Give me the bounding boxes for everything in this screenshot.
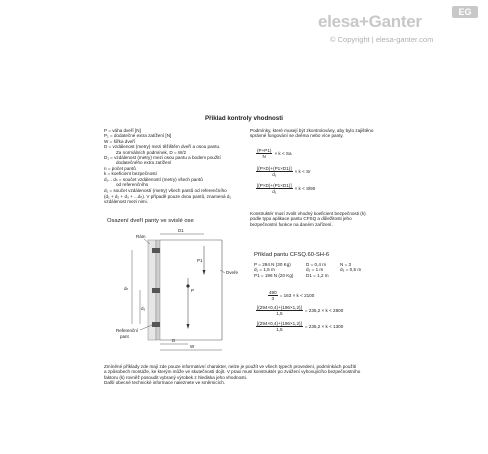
hinge-middle [152,288,160,293]
formula-den: d₁ [272,172,277,177]
formula-den: d₁ [272,189,277,194]
def-line: W = šířka dveří [104,138,136,144]
calc-den: 3 [271,296,275,301]
calc-num: 490 [269,290,277,295]
formula-num: [(P×D)+(P1×D1)] [257,183,292,188]
param-cell: d₃ = 0,5 m [340,267,362,273]
calc-num: [(294×0,4)+(196×1,2)] [257,321,302,326]
hinge-diagram [104,226,244,354]
calc-fraction [256,321,303,332]
param-cell: d₁ = 1,5 m [254,267,275,273]
brand-badge: EG [452,6,478,18]
calc-sl90 [256,321,343,332]
intro-line: Podmínky, které musejí být zkontrolovány, aby bylo zajištěno [250,128,374,133]
formula-tail: × k < Sr [294,169,311,174]
d2-label: d₂ [141,306,146,311]
calc-tail: = 235,2 × k < 2800 [304,308,344,313]
dvere-leader [220,270,225,273]
calc-den: 1,5 [276,327,283,332]
def-line: Za normálních podmínek, D = W/2 [116,149,187,155]
def-line: P = váha dveří [N] [104,128,141,133]
def-line: vzdálenost mezi nimi. [104,199,148,205]
def-line: d₁... dₙ = součet vzdáleností (metry) všech pantů [104,176,203,182]
formula-fraction [256,166,293,177]
footer-line: Další obecné technické informace naleznete ve směrnicích. [104,380,226,386]
ref-label-2: pant [120,334,129,339]
def-line: (d₁ + d₂ + d₃ + ...dₙ). V případě pouze dvou pantů, znamená d₁ [104,193,231,199]
p-arrowhead [187,324,190,329]
formula-tail: × k < Sl90 [294,186,316,191]
copyright-text: © Copyright | elesa-ganter.com [330,35,434,44]
def-line: P₁ = dodatečné extra zatížení [N] [104,133,172,139]
formula-den: N [262,154,266,159]
param-cell: D1 = 1,2 m [306,272,329,278]
hinge-reference [152,322,160,327]
conditions-intro [250,128,373,139]
intro-line: správné fungování se dvěma nebo více panty. [250,133,344,139]
dvere-label: Dveře [226,270,239,275]
formula-num: (P+P1) [257,148,272,153]
diagram-title: Osazení dveří panty ve svislé ose [107,218,194,224]
ref-label-1: Referenční [116,328,139,333]
calc-sa [268,290,314,301]
centre-of-gravity [186,284,189,287]
example-params [254,262,361,278]
calc-tail: = 235,2 × k < 1300 [304,324,344,329]
formula-sr [256,166,311,177]
footer-line: faktoru (k) rovněž posoudit vybraný výrobek z hlediska jeho vhodnosti. [104,374,247,380]
example-row [254,273,361,278]
formula-tail: × k < Sa [274,151,292,156]
formula-sl90 [256,183,315,194]
formula-sa [256,148,292,159]
d1-label: D1 [178,228,184,233]
construct-line: Konstruktér musí zvolit vhodný koeficient bezpečnosti (k) [250,211,366,216]
construct-line: podle typu aplikace pantu CFSQ a důležitosti jeho [250,216,352,222]
def-line: n = počet pantů [104,165,136,171]
param-cell: D = 0,4 m [306,262,327,267]
calc-fraction [268,290,278,301]
def-line: D = vzdálenost (metry) mezi těžištěm dveří a osou pantu. [104,144,221,150]
def-line: dodatečného extra zatížení [116,160,172,166]
d-label: D [172,338,176,343]
calc-tail: = 163 × k < 2100 [279,293,315,298]
dn-label: dₙ [124,286,129,291]
footer-line: Zmíněné příklady zde mají zde pouze informativní charakter, nelze je použít ve všech typech provedení, podmínkách použití [104,364,357,369]
definitions-list [104,128,231,205]
param-cell: d₂ = 1 m [306,267,324,273]
hinge-top [152,248,160,253]
p1-label: P1 [197,258,203,263]
p1-arrowhead [203,270,206,275]
calc-sr [256,305,343,316]
brand-logo: elesa+Ganter [318,12,422,31]
param-cell: N = 3 [340,262,352,267]
def-line: D₁ = vzdálenost (metry) mezi osou pantu a bodem použití [104,155,221,161]
footer-note [104,364,360,386]
def-line: od referenčního [116,182,149,188]
formula-num: [(P×D)+(P1×D1)] [257,166,292,171]
calc-num: [(294×0,4)+(196×1,2)] [257,305,302,310]
param-cell: P1 = 196 N (20 Kg) [254,272,294,278]
construct-note [250,211,366,227]
formula-fraction [256,148,272,159]
footer-line: a způsobech montáže, ke kterým může ve skutečnosti dojít. V praxi musí konstruktér po zvážení vyhovujícího bezpečnostního [104,369,361,375]
def-line: k = koeficient bezpečnosti [104,171,157,177]
calc-den: 1,5 [276,311,283,316]
p-label: P [191,288,195,293]
w-label: W [190,344,195,349]
construct-line: bezpečnostní funkce na daném zařízení. [250,221,333,227]
ram-label: Rám [136,234,146,239]
document-title: Příklad kontroly vhodnosti [204,115,284,122]
def-line: d₁ = součet vzdáleností (metry) všech pantů od referenčního [104,188,227,194]
formula-fraction [256,183,293,194]
example-title: Příklad pantu CFSQ.60-SH-6 [254,252,330,258]
param-cell: P = 294 N (30 Kg) [254,262,291,267]
calc-fraction [256,305,303,316]
